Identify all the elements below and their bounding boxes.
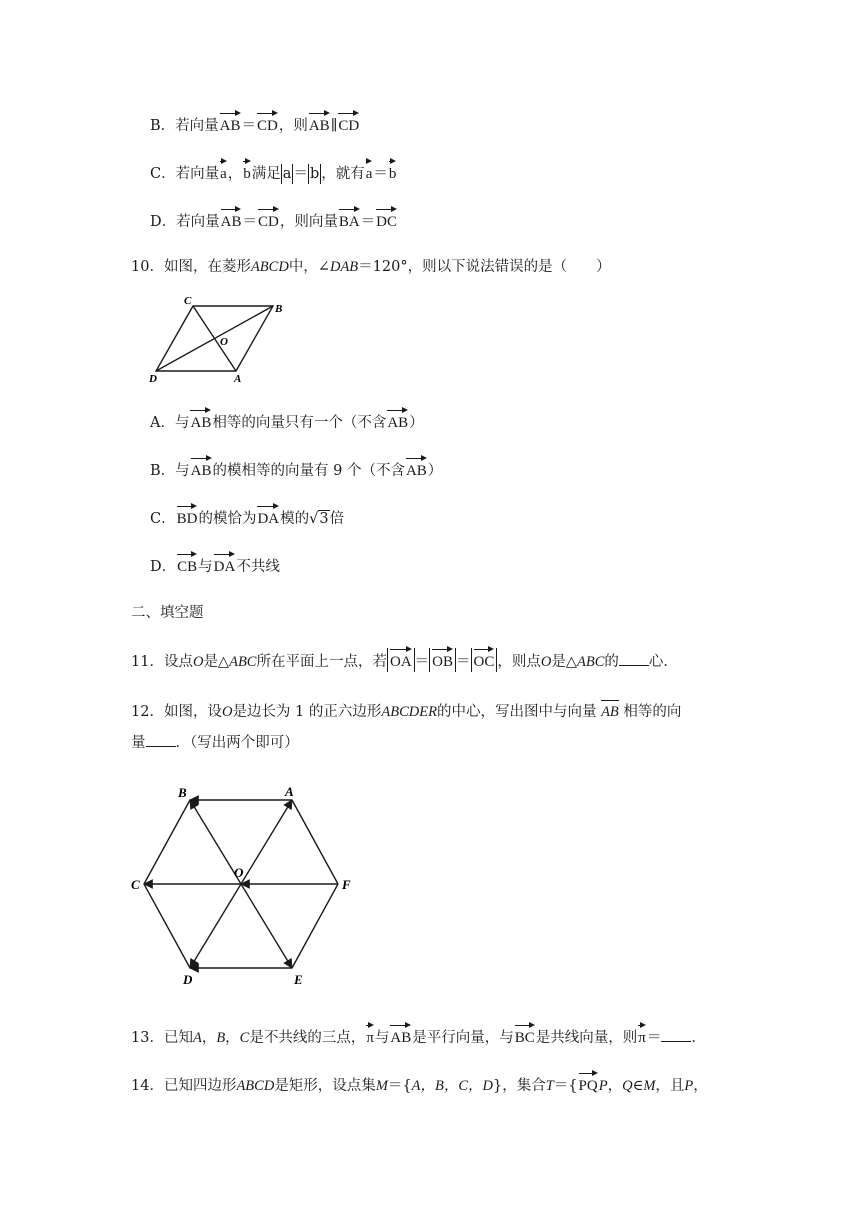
vector-ab: AB — [221, 208, 242, 232]
text: 相等的向 — [623, 704, 682, 720]
math-var: ABCD — [236, 1078, 275, 1094]
vector-ab: AB — [387, 409, 408, 433]
vector-ob: OB — [432, 648, 453, 672]
text: 是共线向量，则 — [535, 1030, 638, 1046]
text: 如图，在菱形 — [163, 259, 251, 275]
text: 量 — [131, 735, 146, 751]
text: 心． — [648, 654, 678, 670]
text: ∈ — [632, 1078, 644, 1094]
magnitude-a: a — [282, 166, 292, 182]
question-number: 10． — [131, 259, 164, 275]
vector-a: a — [366, 160, 373, 184]
vector-ab: AB — [406, 457, 427, 481]
vector-dc: DC — [376, 208, 397, 232]
text: 已知四边形 — [163, 1078, 237, 1094]
text: 的模恰为 — [198, 511, 257, 527]
text: 设点 — [163, 654, 193, 670]
q9-option-d — [150, 208, 398, 232]
math-var: T — [545, 1078, 554, 1094]
option-label: D． — [150, 214, 177, 230]
q13-stem — [131, 1024, 706, 1048]
vector-pi: π — [638, 1024, 646, 1048]
text: 若向量 — [175, 166, 220, 182]
vector-pi: π — [366, 1024, 374, 1048]
vector-ab: AB — [601, 699, 619, 722]
label-c: C — [131, 877, 140, 892]
text: ） — [409, 415, 424, 431]
text: 是平行向量，与 — [412, 1030, 514, 1046]
text: 模的 — [280, 511, 310, 527]
vector-cd: CD — [338, 112, 359, 136]
text: 是△ — [551, 654, 577, 670]
text: 的中心，写出图中与向量 — [436, 704, 597, 720]
equals: ＝ — [456, 654, 471, 670]
question-number: 11． — [131, 654, 164, 670]
answer-blank[interactable] — [619, 653, 649, 666]
label-o: O — [220, 336, 228, 348]
text: ， — [225, 1030, 240, 1046]
text: ， — [607, 1078, 623, 1094]
math-var: DAB — [329, 259, 359, 275]
text: ， — [227, 166, 243, 182]
vector-cd: CD — [257, 112, 278, 136]
magnitude-b: b — [309, 166, 320, 182]
vector-ab: AB — [220, 112, 241, 136]
math-var: A，B，C，D — [411, 1078, 493, 1094]
math-var: Q — [622, 1078, 633, 1094]
parallel-symbol: ∥ — [330, 118, 338, 134]
math-var: ABCD — [250, 259, 289, 275]
equals: ＝ — [646, 1030, 662, 1046]
text: 相等的向量只有一个（不含 — [212, 415, 387, 431]
option-label: A． — [150, 415, 175, 431]
q10-option-b — [150, 457, 442, 481]
q14-stem — [131, 1072, 708, 1096]
text: 与 — [198, 559, 213, 575]
math-var: B — [216, 1030, 226, 1046]
text: 的模相等的向量有 9 个（不含 — [212, 463, 405, 479]
vector-oa: OA — [390, 648, 412, 672]
answer-blank[interactable] — [146, 734, 176, 747]
option-label: B． — [150, 118, 176, 134]
q12-stem-line1 — [131, 699, 681, 722]
equals: ＝ — [242, 214, 257, 230]
vector-b: b — [389, 160, 397, 184]
text: ． — [691, 1030, 706, 1046]
vector-bd: BD — [177, 505, 198, 529]
answer-blank[interactable] — [661, 1029, 691, 1042]
q9-option-b — [150, 112, 360, 136]
vector-oc: OC — [474, 648, 495, 672]
equals: ＝ — [241, 118, 256, 134]
label-f: F — [342, 877, 351, 892]
question-number: 14． — [131, 1078, 164, 1094]
text: ＝{ — [387, 1078, 412, 1094]
label-d: D — [149, 373, 157, 385]
vector-da: DA — [214, 553, 236, 577]
sqrt-radicand: 3 — [319, 511, 329, 527]
vector-ba: BA — [339, 208, 360, 232]
math-var: M — [643, 1078, 656, 1094]
text: 中，∠ — [288, 259, 330, 275]
math-var: M — [375, 1078, 388, 1094]
vector-cb: CB — [177, 553, 197, 577]
text: ，且 — [655, 1078, 685, 1094]
q10-option-d — [150, 553, 280, 577]
text: 所在平面上一点，若 — [256, 654, 387, 670]
text: ，则向量 — [279, 214, 338, 230]
rhombus-figure — [140, 292, 290, 387]
option-label: C． — [150, 511, 176, 527]
equals: ＝ — [293, 166, 308, 182]
equals: ＝ — [360, 214, 376, 230]
label-b: B — [275, 303, 283, 315]
equals: ＝ — [414, 654, 430, 670]
text: 是△ — [203, 654, 230, 670]
math-var: ABC — [229, 654, 257, 670]
q10-stem — [131, 257, 611, 277]
text: ，就有 — [321, 166, 365, 182]
text: 不共线 — [236, 559, 280, 575]
vector-ab: AB — [390, 1024, 411, 1048]
q9-option-c — [150, 160, 397, 184]
math-var: P — [598, 1078, 608, 1094]
math-var: ABCDER — [381, 704, 437, 720]
math-var: ABC — [576, 654, 605, 670]
text: 是边长为 1 的正六边形 — [232, 704, 382, 720]
q12-stem-line2 — [131, 733, 299, 753]
option-label: B． — [150, 463, 176, 479]
option-label: C． — [150, 166, 176, 182]
text: 是矩形，设点集 — [274, 1078, 376, 1094]
text: 如图，设 — [163, 704, 222, 720]
label-a: A — [234, 373, 242, 385]
question-number: 12． — [131, 704, 164, 720]
text: ．（写出两个即可） — [175, 735, 299, 751]
text: ，则点 — [497, 654, 541, 670]
text: 与 — [175, 463, 190, 479]
text: 若向量 — [176, 214, 220, 230]
math-var: O — [540, 654, 552, 670]
equals: ＝ — [373, 166, 388, 182]
vector-a: a — [220, 160, 227, 184]
math-var: C — [239, 1030, 250, 1046]
label-d: D — [183, 972, 193, 987]
vector-b: b — [243, 160, 251, 184]
label-c: C — [184, 295, 192, 307]
vector-ab: AB — [309, 112, 330, 136]
text: 倍 — [329, 511, 345, 527]
math-var: O — [221, 704, 233, 720]
label-o: O — [234, 865, 244, 880]
text: ， — [693, 1078, 708, 1094]
text: 是不共线的三点， — [249, 1030, 366, 1046]
text: ，则 — [278, 118, 308, 134]
section-title: 二、填空题 — [131, 605, 204, 621]
text: }，集合 — [493, 1078, 546, 1094]
text: 与 — [174, 415, 190, 431]
text: 若向量 — [175, 118, 219, 134]
vector-bc: BC — [515, 1024, 535, 1048]
text: 已知 — [163, 1030, 193, 1046]
math-var: P — [684, 1078, 694, 1094]
vector-pq: PQ — [579, 1072, 598, 1096]
text: 满足 — [251, 166, 281, 182]
vector-da: DA — [257, 505, 279, 529]
q10-option-a — [150, 409, 424, 433]
sqrt-expression: √3 — [309, 511, 329, 527]
text: 与 — [374, 1030, 390, 1046]
vector-ab: AB — [190, 409, 211, 433]
label-a: A — [285, 784, 294, 799]
label-b: B — [178, 785, 187, 800]
math-var: A — [192, 1030, 202, 1046]
q10-option-c — [150, 505, 344, 529]
text: ＝{ — [553, 1078, 578, 1094]
label-e: E — [294, 972, 303, 987]
text: ， — [201, 1030, 217, 1046]
text: ） — [427, 463, 443, 479]
q11-stem — [131, 648, 678, 672]
vector-cd: CD — [258, 208, 279, 232]
hexagon-figure — [128, 782, 358, 992]
option-label: D． — [150, 559, 177, 575]
text: ＝120°，则以下说法错误的是（ ） — [358, 259, 611, 275]
text: 的 — [604, 654, 619, 670]
question-number: 13． — [131, 1030, 164, 1046]
vector-ab: AB — [191, 457, 212, 481]
math-var: O — [192, 654, 204, 670]
